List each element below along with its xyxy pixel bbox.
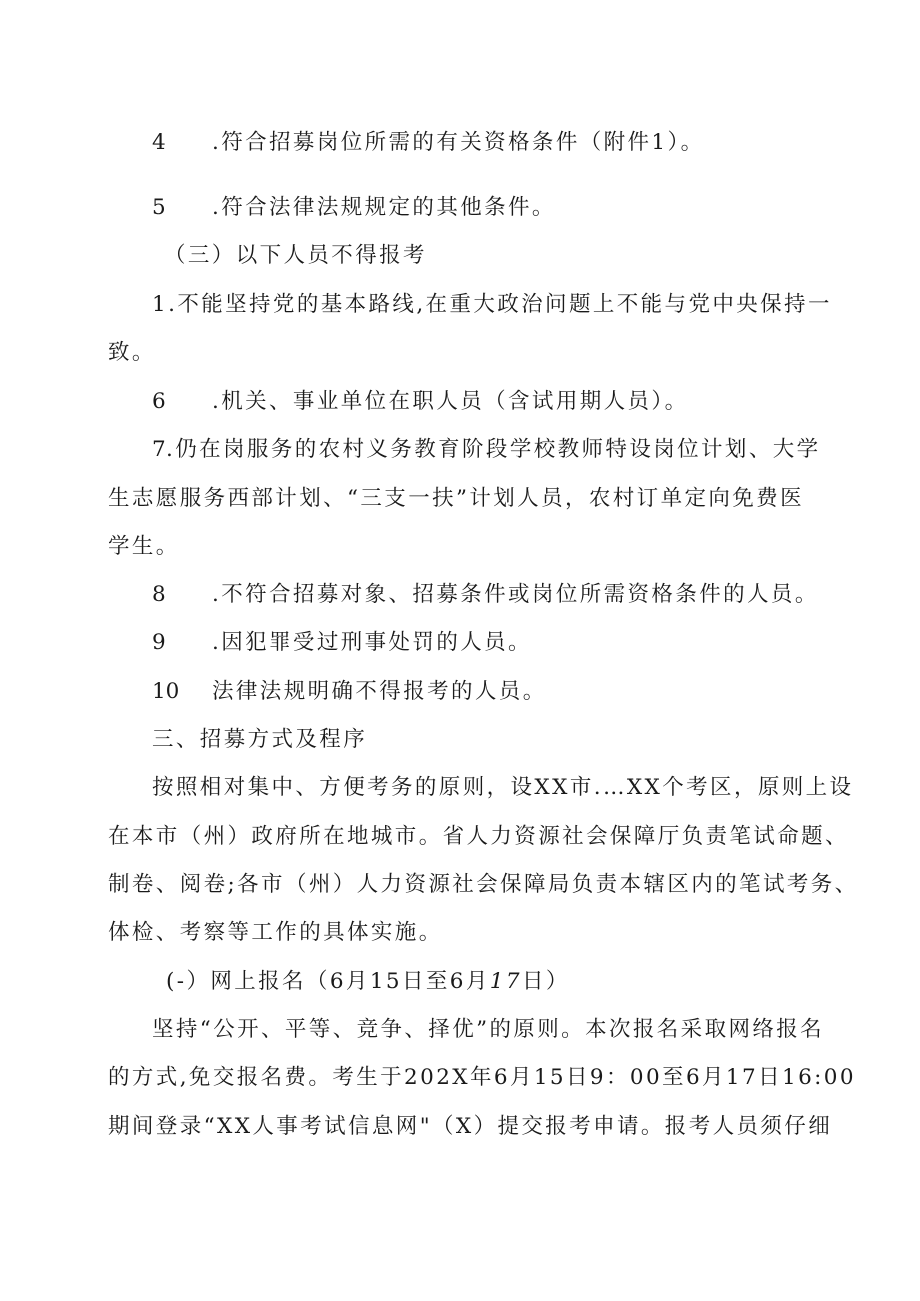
list-item bbox=[152, 128, 705, 158]
item-text: 法律法规明确不得报考的人员。 bbox=[212, 679, 547, 704]
list-item-line: 生志愿服务西部计划、“三支一扶”计划人员，农村订单定向免费医 bbox=[108, 486, 804, 511]
list-item-line: 致。 bbox=[108, 340, 156, 365]
list-item-line: 学生。 bbox=[108, 534, 180, 559]
item-text: .符合法律法规规定的其他条件。 bbox=[212, 195, 556, 220]
item-number: 6 bbox=[152, 389, 166, 414]
item-text: .因犯罪受过刑事处罚的人员。 bbox=[212, 630, 532, 655]
item-text: .机关、事业单位在职人员（含试用期人员）。 bbox=[212, 389, 689, 414]
item-number: 7 bbox=[152, 437, 166, 462]
item-number: 5 bbox=[152, 195, 166, 220]
list-item bbox=[152, 580, 819, 610]
item-number: 8 bbox=[152, 582, 166, 607]
subsection-heading-text: (-）网上报名（6月15日至6月 bbox=[166, 969, 490, 994]
item-text: .不符合招募对象、招募条件或岗位所需资格条件的人员。 bbox=[212, 582, 819, 607]
list-item bbox=[152, 193, 556, 223]
paragraph-line: 的方式,免交报名费。考生于202X年6月15日9：00至6月17日16:00 bbox=[108, 1065, 856, 1090]
paragraph-line: 制卷、阅卷;各市（州）人力资源社会保障局负责本辖区内的笔试考务、 bbox=[108, 872, 859, 897]
list-item bbox=[152, 387, 689, 417]
section-title: 三、招募方式及程序 bbox=[152, 727, 368, 752]
item-number: 4 bbox=[152, 130, 166, 155]
item-number: 10 bbox=[152, 679, 180, 704]
item-number: 9 bbox=[152, 630, 166, 655]
list-item bbox=[152, 677, 547, 707]
item-text: .仍在岗服务的农村义务教育阶段学校教师特设岗位计划、大学 bbox=[166, 437, 821, 462]
subsection-heading bbox=[166, 967, 570, 997]
list-item bbox=[152, 628, 532, 658]
subsection-heading-suffix: 日） bbox=[521, 969, 570, 994]
list-item-line: 1.不能坚持党的基本路线,在重大政治问题上不能与党中央保持一 bbox=[152, 292, 832, 317]
item-text: .符合招募岗位所需的有关资格条件（附件1）。 bbox=[212, 130, 705, 155]
paragraph-line: 期间登录“XX人事考试信息网"（X）提交报考申请。报考人员须仔细 bbox=[108, 1114, 833, 1139]
list-item bbox=[152, 435, 821, 465]
paragraph-line: 坚持“公开、平等、竞争、择优”的原则。本次报名采取网络报名 bbox=[152, 1017, 825, 1042]
paragraph-line: 体检、考察等工作的具体实施。 bbox=[108, 920, 443, 945]
paragraph-line: 按照相对集中、方便考务的原则，设XX市.…XX个考区，原则上设 bbox=[152, 775, 854, 800]
paragraph-line: 在本市（州）政府所在地城市。省人力资源社会保障厅负责笔试命题、 bbox=[108, 824, 849, 849]
subsection-heading-date: 17 bbox=[489, 969, 522, 994]
section-heading: （三）以下人员不得报考 bbox=[164, 243, 427, 268]
